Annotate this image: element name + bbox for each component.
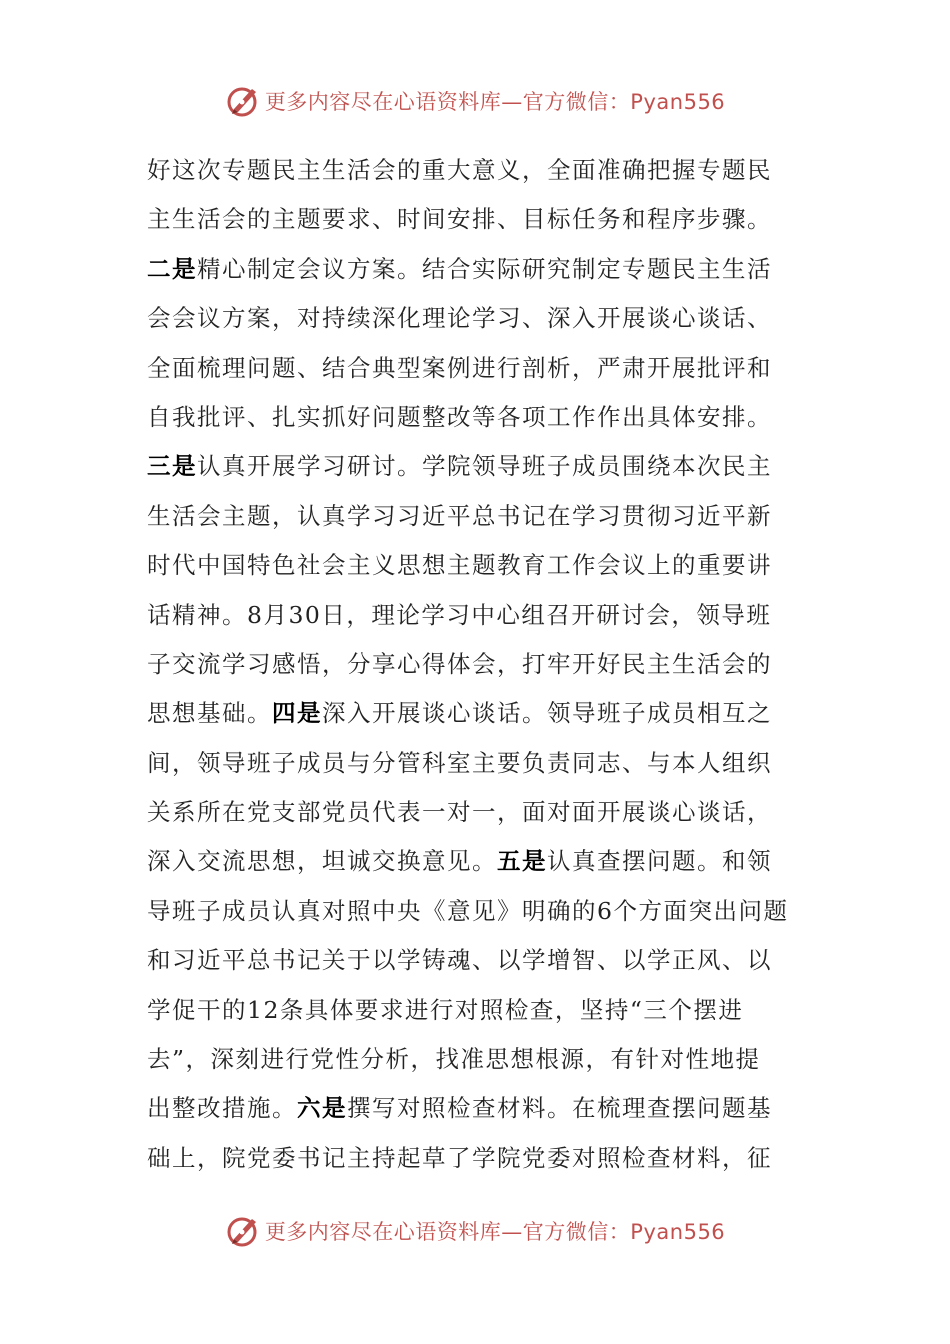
text-line <box>147 442 812 491</box>
text-run: 主生活会的主题要求、时间安排、目标任务和程序步骤。 <box>147 205 772 234</box>
text-line <box>147 739 812 788</box>
text-run: 认真开展学习研讨。学院领导班子成员围绕本次民主 <box>197 452 772 481</box>
ordinal-marker: 三是 <box>147 452 197 481</box>
text-line <box>147 640 812 689</box>
text-run: 导班子成员认真对照中央《意见》明确的6个方面突出问题 <box>147 896 789 925</box>
watermark-text: 更多内容尽在心语资料库—官方微信：Pyan556 <box>264 1220 726 1244</box>
text-line <box>147 1035 812 1084</box>
text-run: 出整改措施。 <box>147 1094 297 1123</box>
text-line <box>147 837 812 886</box>
ordinal-marker: 六是 <box>297 1094 347 1123</box>
text-run: 时代中国特色社会主义思想主题教育工作会议上的重要讲 <box>147 551 772 580</box>
text-line <box>147 492 812 541</box>
text-run: 思想基础。 <box>147 699 272 728</box>
ordinal-marker: 二是 <box>147 254 197 283</box>
text-run: 会会议方案，对持续深化理论学习、深入开展谈心谈话、 <box>147 304 772 333</box>
pen-logo-icon <box>225 83 261 119</box>
text-run: 深入交流思想，坦诚交换意见。 <box>147 847 497 876</box>
body-text <box>147 146 812 1183</box>
text-run: 生活会主题，认真学习习近平总书记在学习贯彻习近平新 <box>147 501 772 530</box>
text-run: 和习近平总书记关于以学铸魂、以学增智、以学正风、以 <box>147 946 772 975</box>
footer-watermark <box>0 1206 950 1256</box>
ordinal-marker: 四是 <box>272 699 322 728</box>
text-line <box>147 986 812 1035</box>
text-line <box>147 689 812 738</box>
text-run: 全面梳理问题、结合典型案例进行剖析，严肃开展批评和 <box>147 353 772 382</box>
text-line <box>147 195 812 244</box>
text-line <box>147 1084 812 1133</box>
text-run: 自我批评、扎实抓好问题整改等各项工作作出具体安排。 <box>147 402 772 431</box>
text-run: 学促干的12条具体要求进行对照检查，坚持“三个摆进 <box>147 995 744 1024</box>
text-run: 去”，深刻进行党性分析，找准思想根源，有针对性地提 <box>147 1045 761 1074</box>
text-run: 话精神。8月30日，理论学习中心组召开研讨会，领导班 <box>147 600 772 629</box>
text-line <box>147 591 812 640</box>
text-run: 深入开展谈心谈话。领导班子成员相互之 <box>322 699 772 728</box>
text-line <box>147 541 812 590</box>
text-run: 础上，院党委书记主持起草了学院党委对照检查材料，征 <box>147 1143 772 1172</box>
text-run: 认真查摆问题。和领 <box>547 847 772 876</box>
text-line <box>147 146 812 195</box>
text-line <box>147 1134 812 1183</box>
header-watermark <box>0 76 950 126</box>
pen-logo-icon <box>225 1213 261 1249</box>
text-line <box>147 936 812 985</box>
text-run: 子交流学习感悟，分享心得体会，打牢开好民主生活会的 <box>147 649 772 678</box>
text-line <box>147 887 812 936</box>
text-run: 关系所在党支部党员代表一对一，面对面开展谈心谈话， <box>147 798 772 827</box>
text-run: 好这次专题民主生活会的重大意义，全面准确把握专题民 <box>147 156 772 184</box>
watermark-text: 更多内容尽在心语资料库—官方微信：Pyan556 <box>264 90 726 114</box>
text-line <box>147 245 812 294</box>
text-line <box>147 788 812 837</box>
text-run: 撰写对照检查材料。在梳理查摆问题基 <box>347 1094 772 1123</box>
text-line <box>147 294 812 343</box>
text-run: 间，领导班子成员与分管科室主要负责同志、与本人组织 <box>147 748 772 777</box>
text-run: 精心制定会议方案。结合实际研究制定专题民主生活 <box>197 254 772 283</box>
text-line <box>147 393 812 442</box>
ordinal-marker: 五是 <box>497 847 547 876</box>
text-line <box>147 344 812 393</box>
